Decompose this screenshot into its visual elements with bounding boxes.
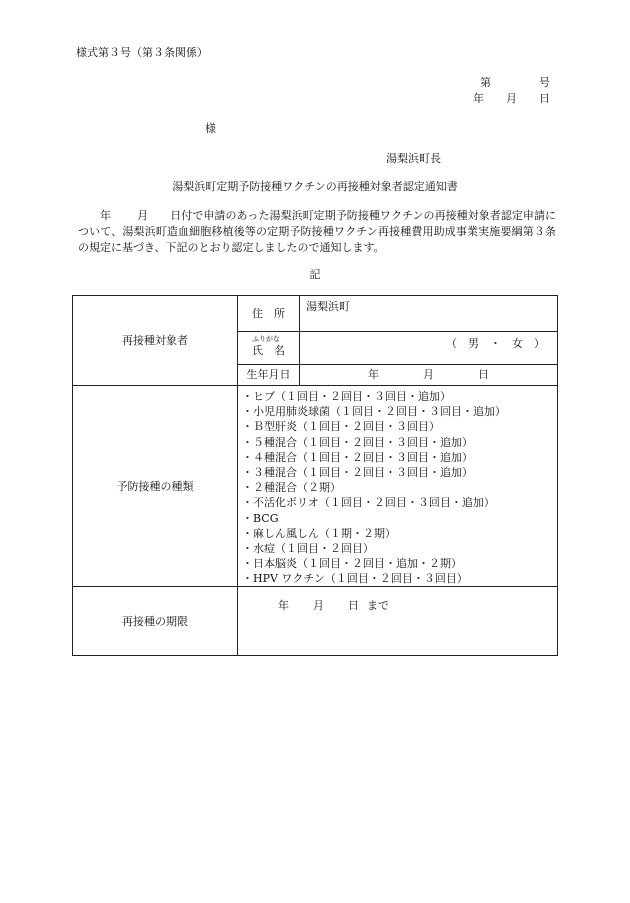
furigana-label: ふりがな [252,335,280,344]
deadline-suffix: まで [367,599,389,613]
dob-day: 日 [478,368,489,382]
doc-no-suffix: 号 [539,76,550,89]
vaccine-item: ・BCG [242,511,279,525]
vaccine-item: ・２種混合（２期） [242,481,341,495]
certification-table [72,295,558,656]
document-date-line [473,92,550,105]
vaccine-item: ・不活化ポリオ（１回目・２回目・３回目・追加） [242,496,495,510]
vaccine-item: ・HPV ワクチン（１回目・２回目・３回目） [242,572,468,586]
vaccine-list-cell [238,386,558,587]
document-number-line [480,76,550,89]
deadline-year: 年 [278,599,289,613]
doc-date-day: 日 [539,92,550,105]
deadline-label: 再接種の期限 [73,587,238,656]
gender-options: （ 男 ・ 女 ） [300,332,558,365]
doc-date-year: 年 [473,92,484,105]
vaccine-item: ・ヒブ（１回目・２回目・３回目・追加） [242,390,451,403]
vaccine-item: ・日本脳炎（１回目・２回目・追加・２期） [242,557,462,571]
vaccine-item: ・水痘（１回目・２回目） [242,541,374,555]
dob-label: 生年月日 [238,365,300,386]
address-row [73,296,558,332]
issuer-name: 湯梨浜町長 [386,152,441,165]
ki-marker: 記 [309,268,321,281]
dob-month: 月 [423,368,434,382]
body-paragraph [78,208,556,256]
form-number: 様式第３号（第３条関係） [76,46,208,59]
deadline-day: 日 [348,599,359,613]
deadline-row [73,587,558,656]
target-label: 再接種対象者 [73,296,238,386]
body-text: 日付で申請のあった湯梨浜町定期予防接種ワクチンの再接種対象者認定申請について、湯梨浜町造血細胞移植後等の定期予防接種ワクチン再接種費用助成事業実施要綱第３条の規定に基づき、下記のとおり認定しましたので通知します。 [78,209,557,254]
name-label: 氏 名 [252,343,285,357]
body-year: 年 [100,209,112,222]
vaccine-item: ・小児用肺炎球菌（１回目・２回目・３回目・追加） [242,405,506,419]
body-month: 月 [137,209,149,222]
deadline-month: 月 [313,599,324,613]
vaccine-label: 予防接種の種類 [73,386,238,587]
doc-date-month: 月 [506,92,517,105]
dob-year: 年 [368,368,379,382]
vaccine-list [238,386,557,586]
vaccine-item: ・４種混合（１回目・２回目・３回目・追加） [242,450,473,464]
vaccine-row [73,386,558,587]
vaccine-item: ・３種混合（１回目・２回目・３回目・追加） [242,465,473,479]
dob-value [300,365,558,386]
addressee-suffix: 様 [205,122,216,135]
vaccine-item: ・麻しん風しん（１期・２期） [242,526,396,540]
vaccine-item: ・５種混合（１回目・２回目・３回目・追加） [242,435,473,449]
address-label: 住 所 [238,296,300,332]
doc-no-prefix: 第 [480,76,491,89]
vaccine-item: ・Ｂ型肝炎（１回目・２回目・３回目） [242,420,440,434]
address-value: 湯梨浜町 [300,296,558,332]
name-label-cell [238,332,300,365]
deadline-value [238,587,558,656]
document-title: 湯梨浜町定期予防接種ワクチンの再接種対象者認定通知書 [172,180,458,193]
